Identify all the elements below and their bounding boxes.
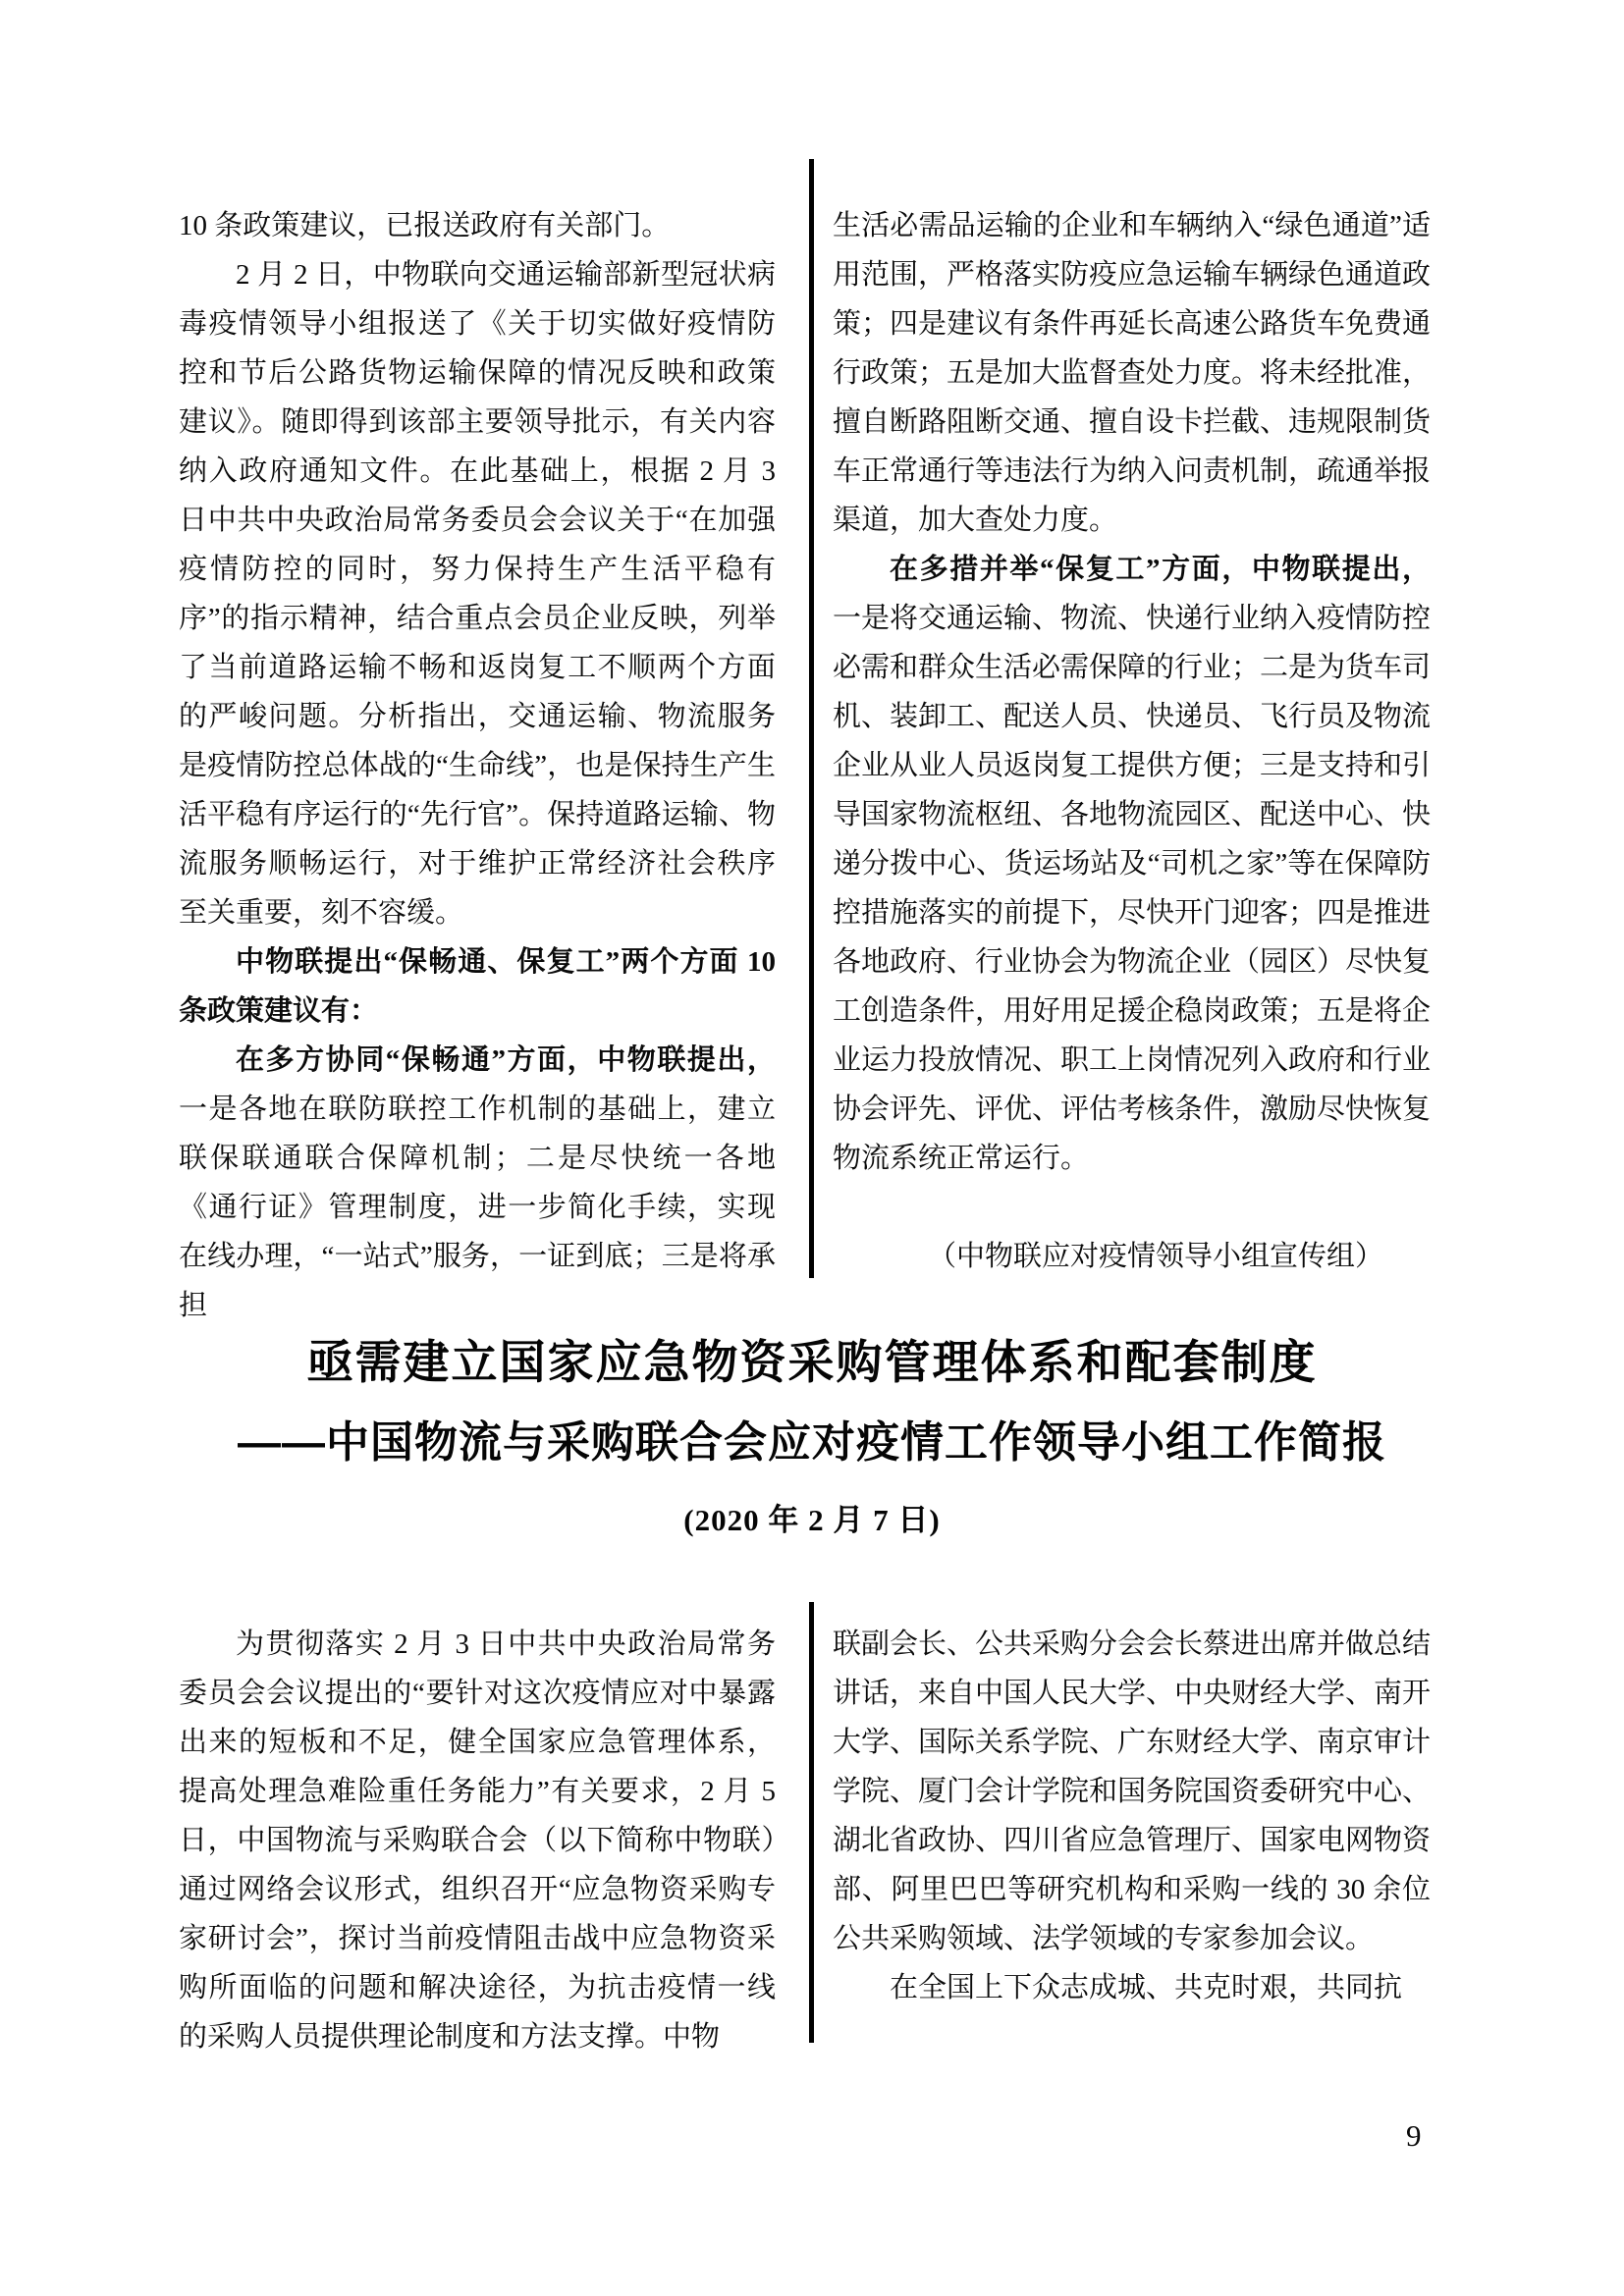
article2-left-column: [179, 1620, 776, 2061]
text-run: 生活必需品运输的企业和车辆纳入“绿色通道”适用范围，严格落实防疫应急运输车辆绿色通道政策；四是建议有条件再延长高速公路货车免费通行政策；五是加大监督查处力度。将未经批准，擅自断路阻断交通、擅自设卡拦截、违规限制货车正常通行等违法行为纳入问责机制，疏通举报渠道，加大查处力度。: [833, 210, 1432, 536]
article-title: 亟需建立国家应急物资采购管理体系和配套制度: [306, 1336, 1318, 1388]
article-subtitle: ——中国物流与采购联合会应对疫情工作领导小组工作简报: [238, 1418, 1386, 1467]
article2-right-column: [833, 1620, 1431, 2012]
column-divider: [809, 159, 814, 1278]
paragraph: [179, 250, 776, 937]
article-date: (2020 年 2 月 7 日): [683, 1503, 941, 1537]
paragraph: [179, 201, 776, 250]
column-divider: [809, 1602, 814, 2043]
paragraph: [179, 1620, 776, 2061]
text-run: 2 月 2 日，中物联向交通运输部新型冠状病毒疫情领导小组报送了《关于切实做好疫情防控和节后公路货物运输保障的情况反映和政策建议》。随即得到该部主要领导批示，有关内容纳入政府通知文件。在此基础上，根据 2 月 3 日中共中央政治局常务委员会会议关于“在加强疫情防控的同时，努力保持生产生活平稳有序”的指示精神，结合重点会员企业反映，列举了当前道路运输不畅和返岗复工不顺两个方面的严峻问题。分析指出，交通运输、物流服务是疫情防控总体战的“生命线”，也是保持生产生活平稳有序运行的“先行官”。保持道路运输、物流服务顺畅运行，对于维护正常经济社会秩序至关重要，刻不容缓。: [179, 259, 776, 929]
paragraph: [833, 1620, 1431, 1963]
text-run: 为贯彻落实 2 月 3 日中共中央政治局常务委员会会议提出的“要针对这次疫情应对中暴露出来的短板和不足，健全国家应急管理体系，提高处理急难险重任务能力”有关要求，2 月 5 日，中国物流与采购联合会（以下简称中物联）通过网络会议形式，组织召开“应急物资采购专家研讨会”，探讨当前疫情阻击战中应急物资采购所面临的问题和解决途径，为抗击疫情一线的采购人员提供理论制度和方法支撑。中物: [179, 1629, 776, 2053]
bold-text-run: 在多措并举“保复工”方面，中物联提出，: [890, 554, 1431, 585]
paragraph: [833, 545, 1431, 1183]
article1-left-column: [179, 201, 776, 1330]
text-run: 一是将交通运输、物流、快递行业纳入疫情防控必需和群众生活必需保障的行业；二是为货车司机、装卸工、配送人员、快递员、飞行员及物流企业从业人员返岗复工提供方便；三是支持和引导国家物流枢纽、各地物流园区、配送中心、快递分拨中心、货运场站及“司机之家”等在保障防控措施落实的前提下，尽快开门迎客；四是推进各地政府、行业协会为物流企业（园区）尽快复工创造条件，用好用足援企稳岗政策；五是将企业运力投放情况、职工上岗情况列入政府和行业协会评先、评优、评估考核条件，激励尽快恢复物流系统正常运行。: [833, 603, 1432, 1174]
text-run: 一是各地在联防联控工作机制的基础上，建立联保联通联合保障机制；二是尽快统一各地《通行证》管理制度，进一步简化手续，实现在线办理，“一站式”服务，一证到底；三是将承担: [179, 1094, 776, 1321]
text-run: 联副会长、公共采购分会会长蔡进出席并做总结讲话，来自中国人民大学、中央财经大学、南开大学、国际关系学院、广东财经大学、南京审计学院、厦门会计学院和国务院国资委研究中心、湖北省政协、四川省应急管理厅、国家电网物资部、阿里巴巴等研究机构和采购一线的 30 余位公共采购领域、法学领域的专家参加会议。: [833, 1629, 1432, 1954]
article1-right-column: [833, 201, 1431, 1281]
paragraph: [833, 1963, 1431, 2012]
text-run: （中物联应对疫情领导小组宣传组）: [927, 1241, 1383, 1272]
paragraph: [179, 1036, 776, 1330]
text-run: 10 条政策建议，已报送政府有关部门。: [179, 210, 671, 241]
paragraph: [179, 937, 776, 1036]
paragraph: [833, 1232, 1431, 1281]
bold-text-run: 在多方协同“保畅通”方面，中物联提出，: [236, 1044, 776, 1076]
paragraph: [833, 201, 1431, 545]
text-run: 在全国上下众志成城、共克时艰，共同抗: [890, 1972, 1403, 2003]
page-number: 9: [1406, 2118, 1422, 2153]
bold-text-run: 中物联提出“保畅通、保复工”两个方面 10 条政策建议有：: [179, 946, 776, 1027]
